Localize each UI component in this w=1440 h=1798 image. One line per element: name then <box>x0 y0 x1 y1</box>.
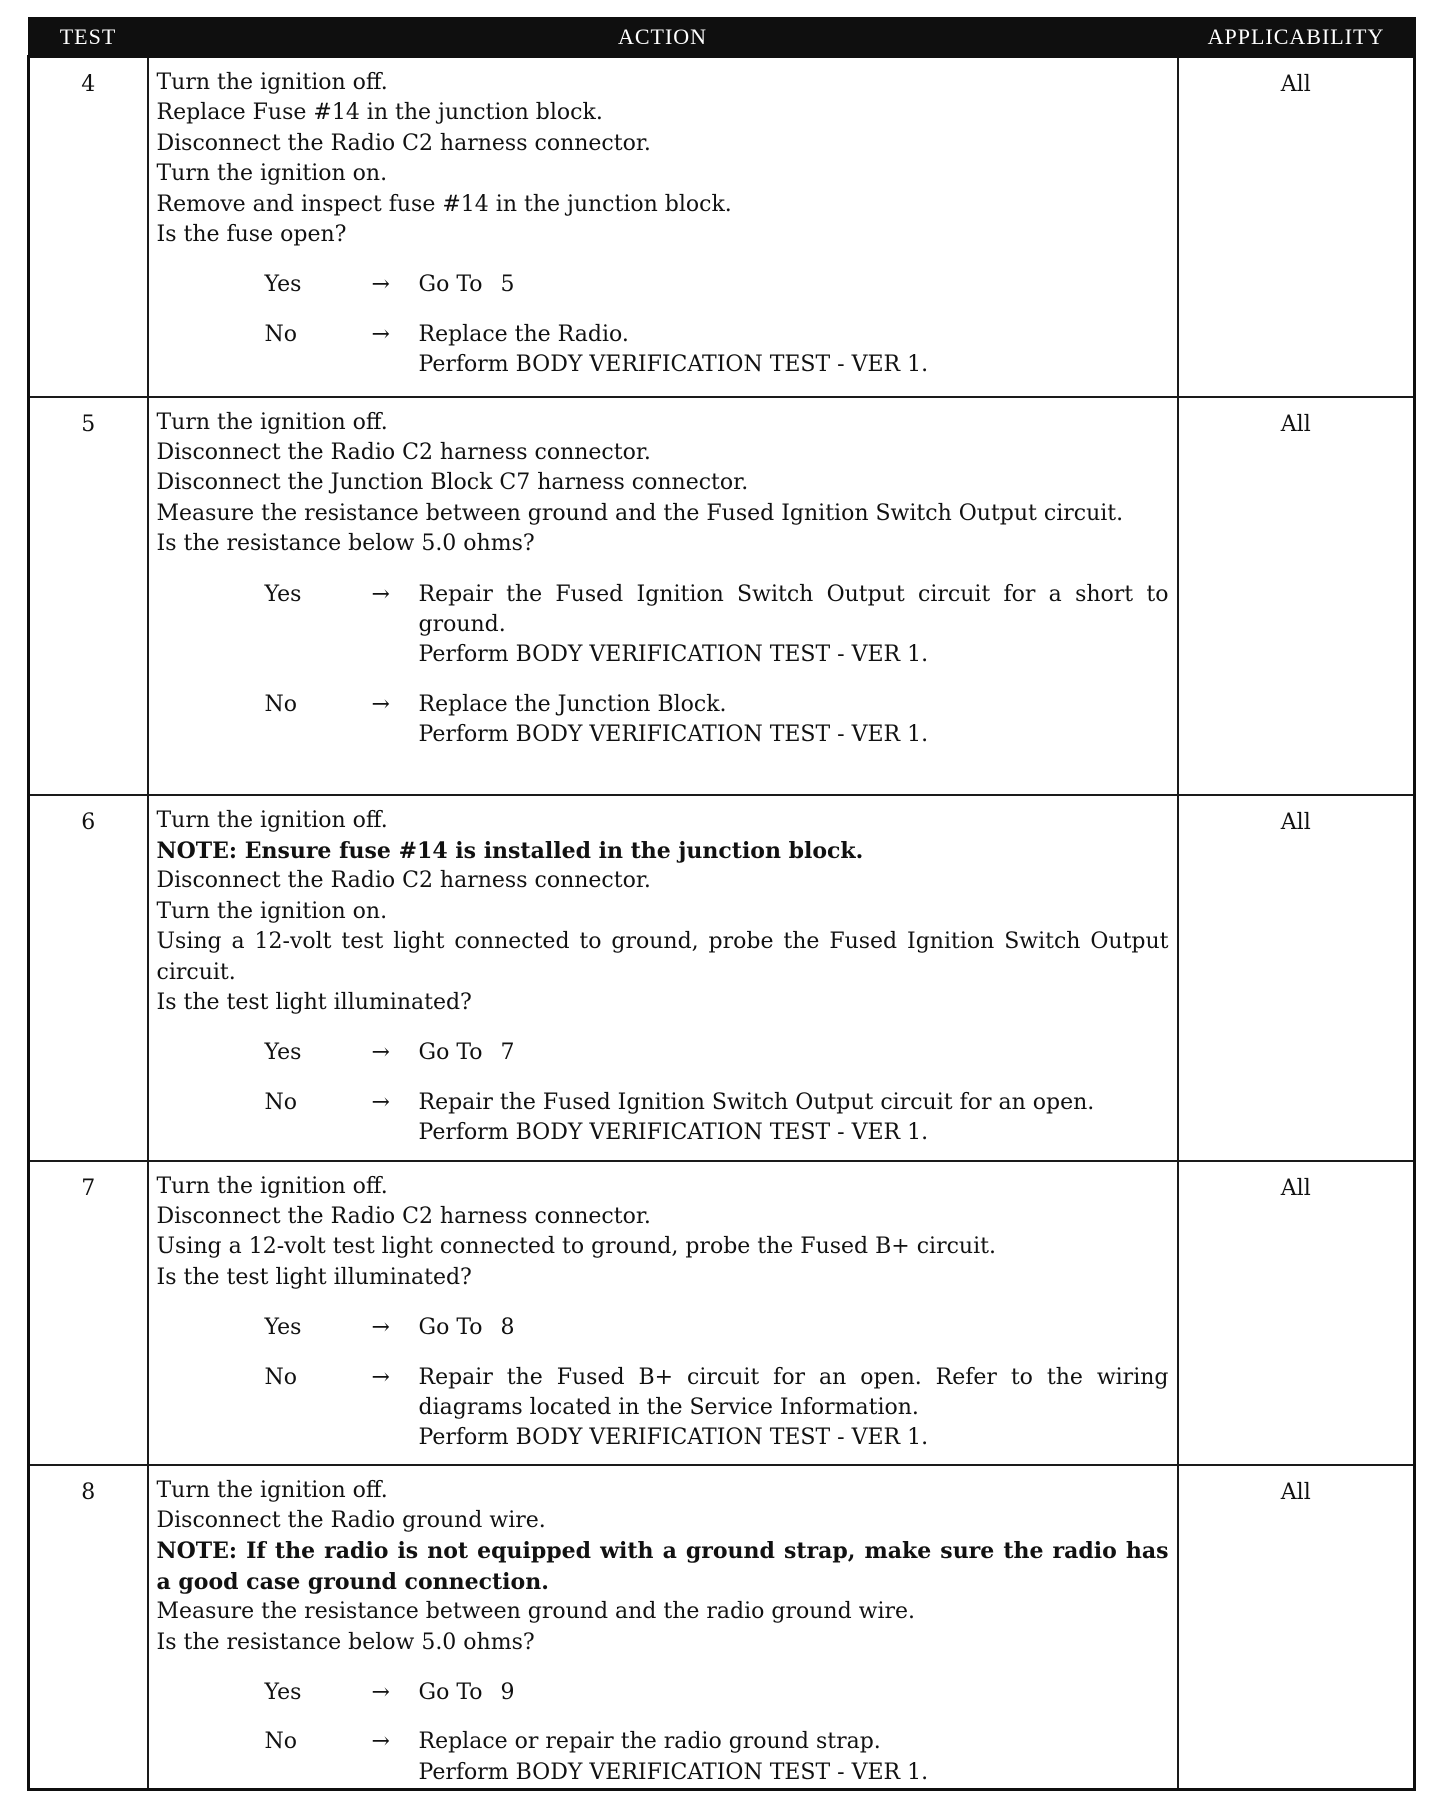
goto-link[interactable]: 9 <box>500 1679 515 1705</box>
applicability-value: All <box>1280 72 1311 97</box>
applicability-cell <box>1178 1161 1415 1465</box>
test-row-4 <box>29 57 1415 397</box>
arrow-right-icon: → <box>371 1089 390 1115</box>
yes-branch <box>157 580 1169 671</box>
goto-text: Go To <box>418 272 483 298</box>
result-line: Perform BODY VERIFICATION TEST - VER 1. <box>418 722 929 748</box>
yes-branch <box>157 1038 1169 1068</box>
yes-label: Yes <box>264 272 302 298</box>
applicability-cell <box>1178 397 1415 795</box>
action-step: Disconnect the Radio C2 harness connector. <box>156 439 651 465</box>
action-note: NOTE: If the radio is not equipped with a ground strap, make sure the radio has a good case ground connection. <box>156 1538 1169 1595</box>
action-block <box>149 398 1177 751</box>
arrow-right-icon: → <box>371 1315 390 1341</box>
action-step: Turn the ignition off. <box>156 1477 388 1503</box>
no-result <box>419 1727 1169 1788</box>
header-action: ACTION <box>148 18 1178 57</box>
action-step: Turn the ignition off. <box>156 807 388 833</box>
yes-branch <box>157 270 1169 300</box>
action-step: Disconnect the Radio C2 harness connector. <box>156 868 651 894</box>
test-number: 6 <box>81 809 96 835</box>
result-line: Perform BODY VERIFICATION TEST - VER 1. <box>418 352 929 378</box>
no-result <box>419 1363 1169 1454</box>
action-step: Turn the ignition off. <box>156 1173 388 1199</box>
action-step: Measure the resistance between ground and the radio ground wire. <box>156 1599 916 1625</box>
action-step: Turn the ignition on. <box>156 161 388 187</box>
yes-label: Yes <box>264 581 302 607</box>
action-cell <box>148 1465 1178 1790</box>
arrow-right-icon: → <box>371 1364 390 1390</box>
result-line: Perform BODY VERIFICATION TEST - VER 1. <box>418 1120 929 1146</box>
no-result <box>419 690 1169 751</box>
action-step: Turn the ignition off. <box>156 70 388 95</box>
action-question: Is the fuse open? <box>156 222 347 248</box>
applicability-cell <box>1178 1465 1415 1790</box>
goto-text: Go To <box>418 1040 483 1066</box>
action-step: Remove and inspect fuse #14 in the junction block. <box>156 191 732 217</box>
action-step: Using a 12-volt test light connected to ground, probe the Fused B+ circuit. <box>156 1234 996 1260</box>
no-branch <box>157 320 1169 381</box>
test-number-cell <box>29 1465 148 1790</box>
action-question: Is the resistance below 5.0 ohms? <box>156 1629 535 1655</box>
test-number: 8 <box>81 1479 96 1505</box>
header-applicability: APPLICABILITY <box>1178 18 1415 57</box>
action-cell <box>148 795 1178 1161</box>
result-line: Perform BODY VERIFICATION TEST - VER 1. <box>418 1425 929 1451</box>
diagnostic-test-table <box>27 17 1416 1791</box>
no-result <box>419 320 1169 381</box>
action-block <box>149 1162 1177 1454</box>
yes-label: Yes <box>264 1040 302 1066</box>
test-row-5 <box>29 397 1415 795</box>
yes-result <box>419 580 1169 671</box>
test-number-cell <box>29 397 148 795</box>
test-row-8 <box>29 1465 1415 1790</box>
arrow-right-icon: → <box>371 272 390 298</box>
yes-branch <box>157 1313 1169 1343</box>
no-branch <box>157 1088 1169 1149</box>
goto-link[interactable]: 5 <box>500 272 515 298</box>
applicability-cell <box>1178 57 1415 397</box>
yes-branch <box>157 1678 1169 1708</box>
no-branch <box>157 690 1169 751</box>
action-question: Is the test light illuminated? <box>156 1264 472 1290</box>
action-cell <box>148 1161 1178 1465</box>
result-line: Replace the Junction Block. <box>418 691 727 717</box>
applicability-value: All <box>1280 1175 1311 1201</box>
no-label: No <box>264 321 297 347</box>
action-question: Is the test light illuminated? <box>156 989 472 1015</box>
test-number-cell <box>29 1161 148 1465</box>
table-header-row <box>29 18 1415 57</box>
no-result <box>419 1088 1169 1149</box>
yes-result <box>419 1678 1169 1708</box>
action-block <box>149 58 1177 381</box>
action-block <box>149 796 1177 1149</box>
result-line: Repair the Fused Ignition Switch Output circuit for an open. <box>418 1089 1095 1115</box>
goto-text: Go To <box>418 1315 483 1341</box>
yes-result <box>419 270 1169 300</box>
test-row-7 <box>29 1161 1415 1465</box>
test-number: 7 <box>81 1175 96 1201</box>
no-label: No <box>264 1364 297 1390</box>
goto-link[interactable]: 7 <box>500 1040 515 1066</box>
applicability-cell <box>1178 795 1415 1161</box>
result-line: Repair the Fused B+ circuit for an open. Refer to the wiring diagrams located in the Service Information. <box>418 1364 1169 1420</box>
action-step: Disconnect the Radio C2 harness connector. <box>156 130 651 156</box>
no-label: No <box>264 1089 297 1115</box>
applicability-value: All <box>1280 809 1311 835</box>
arrow-right-icon: → <box>371 1040 390 1066</box>
action-step: Replace Fuse #14 in the junction block. <box>156 100 603 126</box>
applicability-value: All <box>1280 1479 1311 1505</box>
goto-link[interactable]: 8 <box>500 1315 515 1341</box>
result-line: Perform BODY VERIFICATION TEST - VER 1. <box>418 1759 929 1785</box>
no-branch <box>157 1727 1169 1788</box>
arrow-right-icon: → <box>371 1729 390 1755</box>
action-step: Disconnect the Junction Block C7 harness connector. <box>156 470 749 496</box>
test-number: 4 <box>81 72 96 97</box>
action-note: NOTE: Ensure fuse #14 is installed in the junction block. <box>156 837 864 864</box>
result-line: Replace or repair the radio ground strap. <box>418 1729 881 1755</box>
yes-label: Yes <box>264 1315 302 1341</box>
header-test: TEST <box>29 18 148 57</box>
action-block <box>149 1466 1177 1789</box>
action-step: Turn the ignition on. <box>156 898 388 924</box>
action-cell <box>148 57 1178 397</box>
result-line: Perform BODY VERIFICATION TEST - VER 1. <box>418 642 929 668</box>
test-number: 5 <box>81 411 96 437</box>
test-number-cell <box>29 57 148 397</box>
no-label: No <box>264 691 297 717</box>
action-step: Disconnect the Radio ground wire. <box>156 1507 546 1533</box>
arrow-right-icon: → <box>371 691 390 717</box>
no-branch <box>157 1363 1169 1454</box>
result-line: Repair the Fused Ignition Switch Output circuit for a short to ground. <box>418 581 1169 637</box>
action-step: Measure the resistance between ground and the Fused Ignition Switch Output circuit. <box>156 500 1124 526</box>
action-step: Turn the ignition off. <box>156 409 388 435</box>
action-cell <box>148 397 1178 795</box>
goto-text: Go To <box>418 1679 483 1705</box>
action-step: Using a 12-volt test light connected to ground, probe the Fused Ignition Switch Output circuit. <box>156 929 1169 985</box>
yes-result <box>419 1038 1169 1068</box>
yes-result <box>419 1313 1169 1343</box>
action-question: Is the resistance below 5.0 ohms? <box>156 531 535 557</box>
arrow-right-icon: → <box>371 1679 390 1705</box>
arrow-right-icon: → <box>371 321 390 347</box>
no-label: No <box>264 1729 297 1755</box>
arrow-right-icon: → <box>371 581 390 607</box>
action-step: Disconnect the Radio C2 harness connector. <box>156 1203 651 1229</box>
test-number-cell <box>29 795 148 1161</box>
applicability-value: All <box>1280 411 1311 437</box>
test-row-6 <box>29 795 1415 1161</box>
yes-label: Yes <box>264 1679 302 1705</box>
result-line: Replace the Radio. <box>418 321 629 347</box>
